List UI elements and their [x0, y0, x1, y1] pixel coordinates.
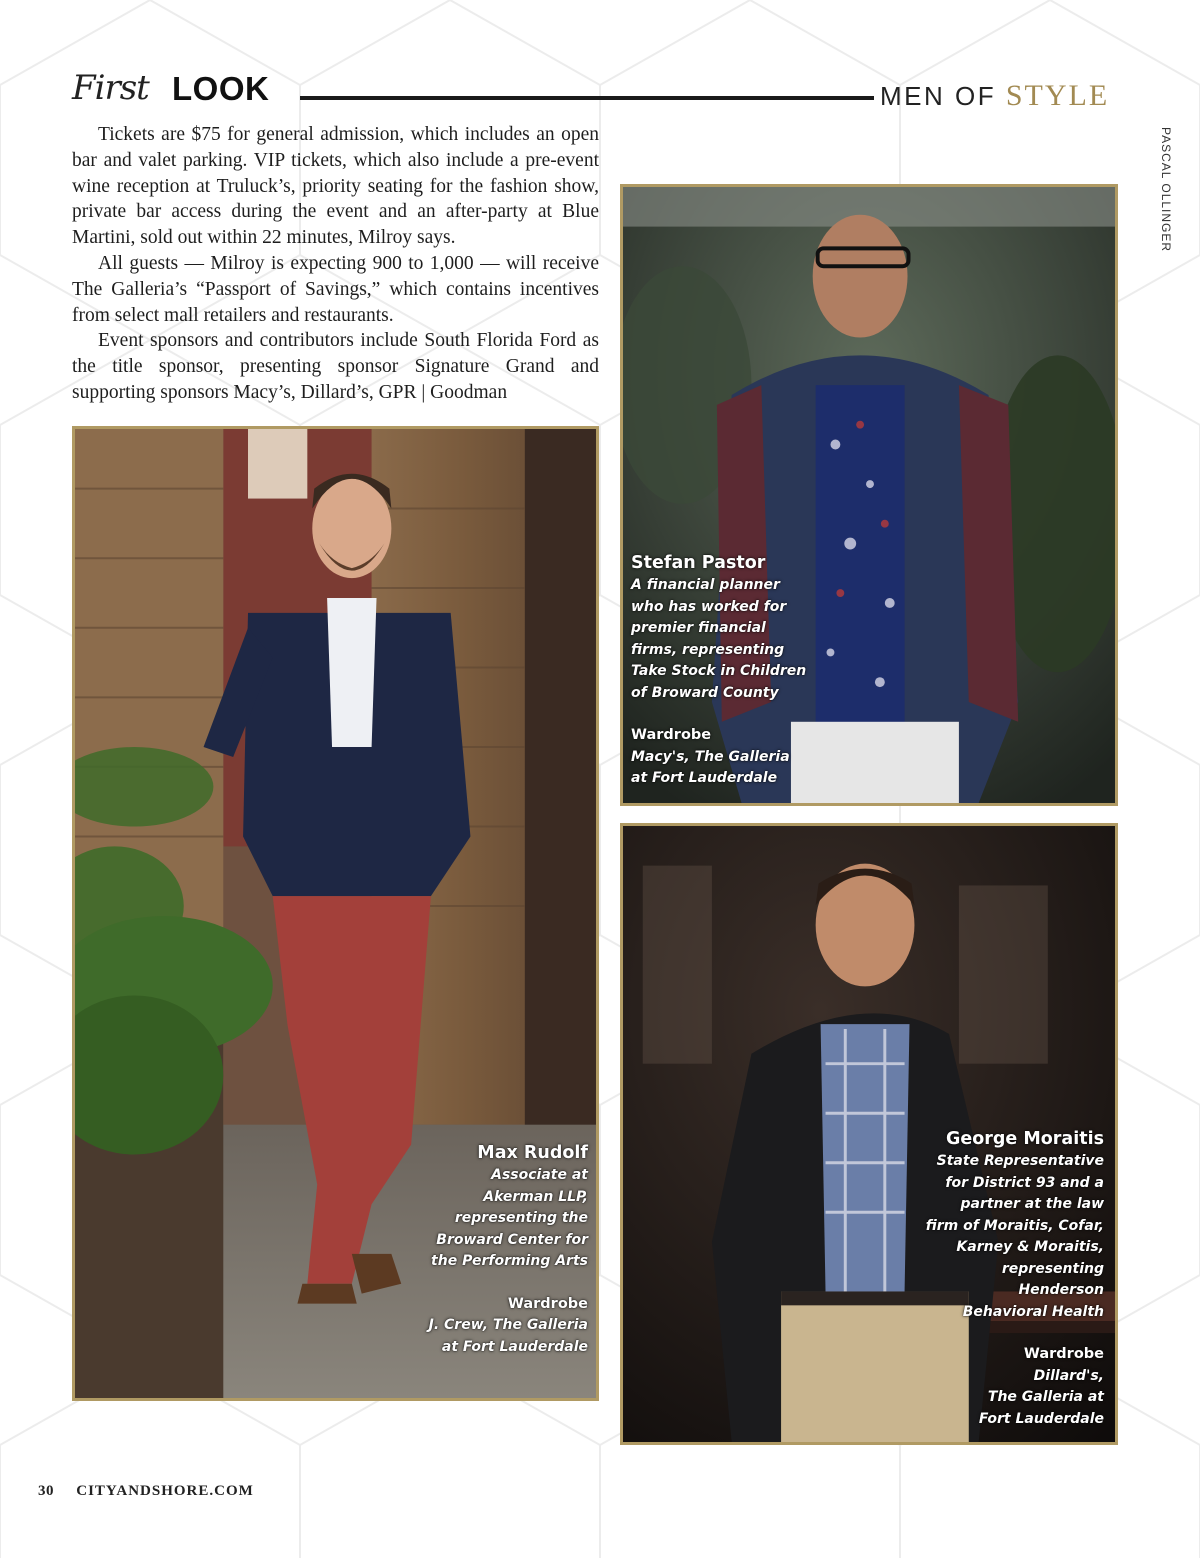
- profile-desc-line: representing the: [454, 1210, 588, 1226]
- wardrobe-line: J. Crew, The Galleria: [428, 1317, 588, 1333]
- section-header: [72, 62, 1128, 112]
- wardrobe-line: at Fort Lauderdale: [631, 770, 778, 786]
- header-look: LOOK: [172, 70, 270, 107]
- profile-desc-line: A financial planner: [631, 577, 780, 593]
- wardrobe-label: Wardrobe: [507, 1295, 588, 1312]
- section-title-style: STYLE: [1005, 79, 1110, 112]
- profile-desc-line: the Performing Arts: [431, 1253, 588, 1269]
- wardrobe-line: The Galleria at: [987, 1389, 1104, 1405]
- wardrobe-line: Dillard's,: [1033, 1367, 1104, 1384]
- wardrobe-label: Wardrobe: [1023, 1346, 1104, 1362]
- page-footer: [38, 1483, 254, 1500]
- profile-desc-line: partner at the law: [960, 1196, 1104, 1212]
- profile-name: George Moraitis: [945, 1129, 1104, 1149]
- profile-desc-line: who has worked for: [631, 598, 787, 615]
- profile-desc-line: of Broward County: [631, 684, 779, 701]
- caption-stefan-pastor: [631, 551, 811, 790]
- site-url[interactable]: CITYANDSHORE.COM: [76, 1483, 254, 1499]
- caption-max-rudolf: [400, 1141, 588, 1358]
- profile-desc-line: Karney & Moraitis,: [956, 1239, 1104, 1255]
- profile-desc-line: premier financial: [631, 620, 766, 636]
- profile-desc-line: Akerman LLP,: [483, 1188, 588, 1205]
- article-paragraph: Tickets are $75 for general admission, which includes an open bar and valet parking. VIP tickets, which also include a pre-event wine reception at Truluck’s, priority seating for the fashion show, private bar access during the event and an after-party at Blue Martini, sold out within 22 minutes, Milroy says.: [72, 124, 599, 249]
- profile-desc-line: firms, representing: [631, 641, 785, 658]
- header-first-script: First: [72, 68, 149, 108]
- profile-desc-line: firm of Moraitis, Cofar,: [925, 1217, 1104, 1234]
- wardrobe-line: at Fort Lauderdale: [441, 1338, 588, 1355]
- article-paragraph: Event sponsors and contributors include South Florida Ford as the title sponsor, presenting sponsor Signature Grand and supporting sponsors Macy’s, Dillard’s, GPR | Goodman: [72, 330, 599, 403]
- caption-george-moraitis: [918, 1127, 1104, 1430]
- profile-desc-line: representing: [1001, 1260, 1104, 1277]
- profile-name: Max Rudolf: [477, 1143, 588, 1163]
- page-number: 30: [38, 1483, 54, 1499]
- profile-desc-line: for District 93 and a: [945, 1174, 1104, 1191]
- profile-desc-line: Henderson: [1018, 1282, 1104, 1298]
- wardrobe-label: Wardrobe: [631, 727, 712, 743]
- wardrobe-line: Fort Lauderdale: [978, 1410, 1104, 1427]
- profile-desc-line: State Representative: [936, 1153, 1104, 1169]
- header-rule: [300, 96, 874, 100]
- profile-desc-line: Associate at: [491, 1167, 588, 1183]
- profile-desc-line: Take Stock in Children: [631, 663, 807, 679]
- wardrobe-line: Macy's, The Galleria: [631, 748, 790, 765]
- profile-desc-line: Broward Center for: [436, 1231, 588, 1248]
- article-body: [72, 122, 599, 406]
- section-title: [880, 79, 1109, 113]
- photo-credit: PASCAL OLLINGER: [1159, 127, 1173, 253]
- section-title-men-of: MEN OF: [880, 81, 1006, 111]
- profile-desc-line: Behavioral Health: [962, 1303, 1104, 1320]
- profile-name: Stefan Pastor: [631, 553, 766, 573]
- article-paragraph: All guests — Milroy is expecting 900 to 1,000 — will receive The Galleria’s “Passport of Savings,” which contains incentives from select mall retailers and restaurants.: [72, 252, 599, 326]
